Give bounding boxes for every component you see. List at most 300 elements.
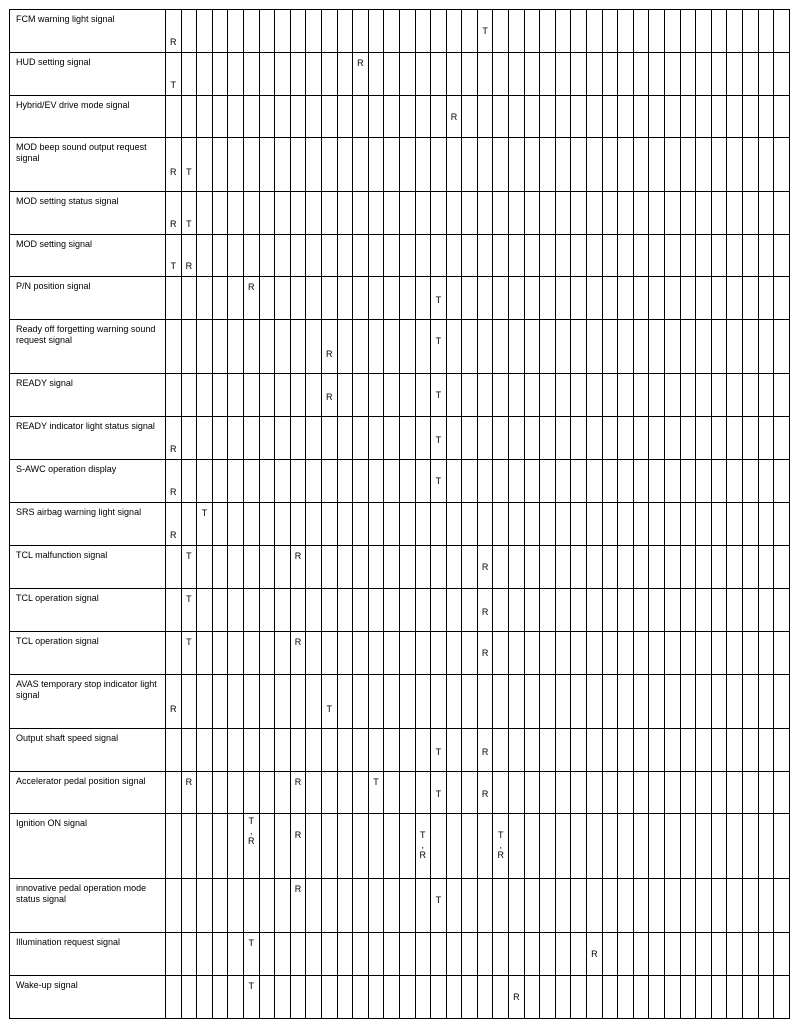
matrix-cell	[649, 675, 665, 729]
signal-name: MOD setting status signal	[10, 192, 166, 235]
matrix-cell	[524, 729, 540, 772]
matrix-cell	[275, 320, 291, 374]
matrix-cell	[431, 320, 447, 374]
matrix-cell	[399, 53, 415, 96]
matrix-cell	[742, 503, 758, 546]
matrix-cell	[665, 277, 681, 320]
matrix-cell	[166, 460, 182, 503]
matrix-cell	[462, 503, 478, 546]
matrix-cell	[587, 460, 603, 503]
matrix-cell	[711, 96, 727, 138]
matrix-cell	[524, 933, 540, 976]
matrix-cell	[446, 138, 462, 192]
matrix-cell	[477, 96, 493, 138]
matrix-cell	[727, 589, 743, 632]
matrix-cell	[649, 976, 665, 1019]
matrix-cell	[181, 589, 197, 632]
matrix-cell	[337, 976, 353, 1019]
matrix-cell	[181, 933, 197, 976]
matrix-cell	[774, 235, 790, 277]
matrix-cell	[321, 138, 337, 192]
matrix-cell	[290, 235, 306, 277]
matrix-cell	[399, 879, 415, 933]
matrix-cell	[384, 374, 400, 417]
matrix-cell	[275, 235, 291, 277]
matrix-cell	[618, 192, 634, 235]
matrix-cell	[540, 933, 556, 976]
matrix-cell	[399, 546, 415, 589]
matrix-cell	[587, 503, 603, 546]
matrix-cell	[306, 589, 322, 632]
matrix-cell	[602, 53, 618, 96]
matrix-cell	[555, 772, 571, 814]
matrix-cell	[197, 729, 213, 772]
matrix-cell	[275, 417, 291, 460]
matrix-cell	[259, 374, 275, 417]
matrix-cell	[181, 192, 197, 235]
matrix-cell	[680, 277, 696, 320]
signal-mark: R	[185, 777, 193, 787]
matrix-cell	[290, 96, 306, 138]
matrix-cell	[602, 320, 618, 374]
signal-mark: R	[170, 444, 177, 454]
signal-mark: R	[170, 167, 177, 177]
matrix-cell	[524, 772, 540, 814]
signal-mark: T	[186, 551, 192, 561]
matrix-cell	[555, 96, 571, 138]
matrix-cell	[228, 503, 244, 546]
matrix-cell	[587, 96, 603, 138]
signal-name: Ignition ON signal	[10, 814, 166, 879]
matrix-cell	[571, 933, 587, 976]
matrix-cell	[633, 138, 649, 192]
matrix-cell	[493, 417, 509, 460]
matrix-cell	[680, 632, 696, 675]
matrix-cell	[633, 374, 649, 417]
matrix-cell	[275, 632, 291, 675]
table-row	[10, 503, 790, 546]
matrix-cell	[571, 460, 587, 503]
matrix-cell	[587, 879, 603, 933]
matrix-cell	[602, 417, 618, 460]
matrix-cell	[774, 632, 790, 675]
matrix-cell	[399, 729, 415, 772]
matrix-cell	[431, 10, 447, 53]
matrix-cell	[742, 192, 758, 235]
matrix-cell	[259, 53, 275, 96]
matrix-cell	[228, 460, 244, 503]
matrix-cell	[197, 53, 213, 96]
matrix-cell	[321, 320, 337, 374]
matrix-cell	[665, 879, 681, 933]
matrix-cell	[587, 546, 603, 589]
matrix-cell	[212, 675, 228, 729]
matrix-cell	[540, 192, 556, 235]
matrix-cell	[649, 235, 665, 277]
matrix-cell	[742, 546, 758, 589]
table-row	[10, 772, 790, 814]
matrix-cell	[415, 374, 431, 417]
matrix-cell	[477, 374, 493, 417]
matrix-cell	[680, 53, 696, 96]
matrix-cell	[758, 277, 774, 320]
matrix-cell	[197, 138, 213, 192]
matrix-cell	[649, 729, 665, 772]
matrix-cell	[275, 277, 291, 320]
matrix-cell	[696, 814, 712, 879]
matrix-cell	[571, 589, 587, 632]
matrix-cell	[243, 10, 259, 53]
matrix-cell	[259, 192, 275, 235]
matrix-cell	[446, 460, 462, 503]
matrix-cell	[212, 277, 228, 320]
matrix-cell	[259, 503, 275, 546]
matrix-cell	[290, 976, 306, 1019]
matrix-cell	[602, 546, 618, 589]
signal-name: Illumination request signal	[10, 933, 166, 976]
matrix-cell	[711, 277, 727, 320]
matrix-cell	[275, 460, 291, 503]
matrix-cell	[228, 814, 244, 879]
matrix-cell	[524, 235, 540, 277]
matrix-cell	[431, 772, 447, 814]
matrix-cell	[368, 192, 384, 235]
table-row	[10, 632, 790, 675]
matrix-cell	[618, 933, 634, 976]
matrix-cell	[197, 192, 213, 235]
matrix-cell	[368, 10, 384, 53]
matrix-cell	[337, 460, 353, 503]
matrix-cell	[587, 729, 603, 772]
matrix-cell	[665, 814, 681, 879]
matrix-cell	[727, 320, 743, 374]
matrix-cell	[368, 729, 384, 772]
matrix-cell	[243, 879, 259, 933]
matrix-cell	[290, 675, 306, 729]
matrix-cell	[415, 192, 431, 235]
matrix-cell	[275, 192, 291, 235]
signal-mark: T	[435, 747, 442, 757]
matrix-cell	[290, 933, 306, 976]
matrix-cell	[337, 417, 353, 460]
matrix-cell	[446, 53, 462, 96]
matrix-cell	[649, 10, 665, 53]
matrix-cell	[415, 632, 431, 675]
matrix-cell	[166, 933, 182, 976]
matrix-cell	[431, 503, 447, 546]
signal-mark: R	[325, 392, 333, 402]
matrix-cell	[353, 235, 369, 277]
matrix-cell	[680, 729, 696, 772]
signal-name: Wake-up signal	[10, 976, 166, 1019]
matrix-cell	[587, 235, 603, 277]
matrix-cell	[399, 460, 415, 503]
matrix-cell	[509, 374, 525, 417]
matrix-cell	[243, 632, 259, 675]
matrix-cell	[197, 503, 213, 546]
matrix-cell	[290, 729, 306, 772]
matrix-cell	[462, 53, 478, 96]
matrix-cell	[727, 138, 743, 192]
matrix-cell	[649, 632, 665, 675]
matrix-cell	[290, 589, 306, 632]
signal-mark: T	[435, 336, 442, 346]
matrix-cell	[197, 879, 213, 933]
matrix-cell	[618, 729, 634, 772]
matrix-cell	[259, 933, 275, 976]
matrix-cell	[477, 933, 493, 976]
table-row	[10, 192, 790, 235]
matrix-cell	[399, 235, 415, 277]
matrix-cell	[197, 460, 213, 503]
matrix-cell	[493, 277, 509, 320]
matrix-cell	[649, 320, 665, 374]
matrix-cell	[633, 277, 649, 320]
matrix-cell	[259, 138, 275, 192]
signal-name: S-AWC operation display	[10, 460, 166, 503]
matrix-cell	[758, 417, 774, 460]
matrix-cell	[633, 933, 649, 976]
matrix-cell	[384, 589, 400, 632]
matrix-cell	[696, 772, 712, 814]
matrix-cell	[711, 675, 727, 729]
matrix-cell	[321, 277, 337, 320]
matrix-cell	[477, 192, 493, 235]
matrix-cell	[696, 277, 712, 320]
matrix-cell	[212, 53, 228, 96]
matrix-cell	[415, 729, 431, 772]
matrix-cell	[509, 320, 525, 374]
matrix-cell	[212, 729, 228, 772]
matrix-cell	[166, 277, 182, 320]
signal-mark: T	[170, 80, 177, 90]
signal-mark: T	[435, 895, 442, 905]
matrix-cell	[446, 10, 462, 53]
matrix-cell	[524, 632, 540, 675]
matrix-cell	[415, 277, 431, 320]
matrix-cell	[353, 53, 369, 96]
matrix-cell	[368, 976, 384, 1019]
matrix-cell	[431, 675, 447, 729]
matrix-cell	[540, 503, 556, 546]
matrix-cell	[212, 879, 228, 933]
matrix-cell	[711, 138, 727, 192]
matrix-cell	[197, 589, 213, 632]
matrix-cell	[680, 374, 696, 417]
matrix-cell	[680, 417, 696, 460]
matrix-cell	[306, 729, 322, 772]
matrix-cell	[321, 96, 337, 138]
matrix-cell	[711, 933, 727, 976]
matrix-cell	[540, 814, 556, 879]
matrix-cell	[587, 976, 603, 1019]
matrix-cell	[446, 772, 462, 814]
matrix-cell	[618, 772, 634, 814]
matrix-cell	[540, 235, 556, 277]
matrix-cell	[321, 589, 337, 632]
matrix-cell	[618, 417, 634, 460]
matrix-cell	[524, 814, 540, 879]
matrix-cell	[602, 96, 618, 138]
matrix-cell	[509, 632, 525, 675]
matrix-cell	[259, 879, 275, 933]
matrix-cell	[680, 10, 696, 53]
matrix-cell	[587, 589, 603, 632]
matrix-cell	[680, 976, 696, 1019]
matrix-cell	[353, 192, 369, 235]
matrix-cell	[665, 192, 681, 235]
matrix-cell	[493, 96, 509, 138]
matrix-cell	[197, 933, 213, 976]
matrix-cell	[415, 976, 431, 1019]
matrix-cell	[602, 814, 618, 879]
matrix-cell	[618, 503, 634, 546]
matrix-cell	[633, 460, 649, 503]
matrix-cell	[587, 138, 603, 192]
matrix-cell	[321, 460, 337, 503]
table-row	[10, 814, 790, 879]
matrix-cell	[431, 879, 447, 933]
matrix-cell	[446, 320, 462, 374]
matrix-cell	[384, 192, 400, 235]
matrix-cell	[727, 10, 743, 53]
matrix-cell	[602, 675, 618, 729]
matrix-cell	[197, 814, 213, 879]
matrix-cell	[774, 546, 790, 589]
matrix-cell	[212, 320, 228, 374]
matrix-cell	[431, 933, 447, 976]
matrix-cell	[462, 96, 478, 138]
matrix-cell	[774, 374, 790, 417]
signal-name: TCL operation signal	[10, 589, 166, 632]
matrix-cell	[399, 503, 415, 546]
signal-mark: T	[186, 594, 192, 604]
matrix-cell	[166, 729, 182, 772]
matrix-cell	[571, 277, 587, 320]
matrix-cell	[633, 814, 649, 879]
matrix-cell	[415, 589, 431, 632]
signal-mark: T	[170, 261, 177, 271]
matrix-cell	[477, 589, 493, 632]
matrix-cell	[290, 503, 306, 546]
matrix-cell	[555, 374, 571, 417]
matrix-cell	[555, 729, 571, 772]
matrix-cell	[493, 879, 509, 933]
matrix-cell	[384, 277, 400, 320]
matrix-cell	[602, 235, 618, 277]
matrix-cell	[555, 976, 571, 1019]
matrix-cell	[462, 10, 478, 53]
matrix-cell	[727, 503, 743, 546]
matrix-cell	[649, 503, 665, 546]
matrix-cell	[384, 235, 400, 277]
matrix-cell	[462, 589, 478, 632]
matrix-cell	[353, 879, 369, 933]
signal-mark: R	[481, 607, 489, 617]
matrix-cell	[321, 10, 337, 53]
matrix-cell	[353, 320, 369, 374]
matrix-cell	[727, 933, 743, 976]
matrix-cell	[680, 546, 696, 589]
matrix-cell	[166, 546, 182, 589]
matrix-cell	[337, 772, 353, 814]
matrix-cell	[431, 729, 447, 772]
matrix-cell	[493, 772, 509, 814]
matrix-cell	[774, 320, 790, 374]
matrix-cell	[306, 632, 322, 675]
matrix-cell	[290, 879, 306, 933]
matrix-cell	[633, 675, 649, 729]
matrix-cell	[384, 729, 400, 772]
matrix-cell	[618, 589, 634, 632]
matrix-cell	[633, 320, 649, 374]
matrix-cell	[399, 675, 415, 729]
matrix-cell	[384, 772, 400, 814]
matrix-cell	[446, 814, 462, 879]
matrix-cell	[415, 53, 431, 96]
matrix-cell	[602, 192, 618, 235]
matrix-cell	[571, 374, 587, 417]
matrix-cell	[540, 729, 556, 772]
signal-mark: R	[170, 219, 177, 229]
matrix-cell	[446, 277, 462, 320]
matrix-cell	[431, 460, 447, 503]
matrix-cell	[571, 96, 587, 138]
matrix-cell	[415, 417, 431, 460]
signal-mark: R	[513, 992, 520, 1002]
matrix-cell	[181, 729, 197, 772]
matrix-cell	[415, 933, 431, 976]
matrix-cell	[633, 417, 649, 460]
matrix-cell	[243, 503, 259, 546]
matrix-cell	[633, 879, 649, 933]
matrix-cell	[524, 460, 540, 503]
matrix-cell	[321, 546, 337, 589]
matrix-cell	[493, 675, 509, 729]
matrix-cell	[555, 589, 571, 632]
matrix-cell	[275, 675, 291, 729]
matrix-cell	[493, 632, 509, 675]
matrix-cell	[742, 10, 758, 53]
signal-mark: R	[170, 704, 177, 714]
matrix-cell	[742, 632, 758, 675]
matrix-cell	[524, 192, 540, 235]
matrix-cell	[555, 53, 571, 96]
matrix-cell	[431, 192, 447, 235]
signal-name: P/N position signal	[10, 277, 166, 320]
matrix-cell	[758, 729, 774, 772]
signal-mark: T	[435, 295, 442, 305]
matrix-cell	[368, 320, 384, 374]
signal-mark: R	[357, 58, 364, 68]
matrix-cell	[259, 814, 275, 879]
signal-mark: T	[482, 26, 488, 36]
matrix-cell	[711, 53, 727, 96]
matrix-cell	[290, 374, 306, 417]
matrix-cell	[415, 772, 431, 814]
matrix-cell	[477, 503, 493, 546]
matrix-cell	[321, 374, 337, 417]
matrix-cell	[306, 417, 322, 460]
matrix-cell	[446, 675, 462, 729]
table-row	[10, 374, 790, 417]
matrix-cell	[259, 10, 275, 53]
matrix-cell	[665, 772, 681, 814]
matrix-cell	[649, 814, 665, 879]
matrix-cell	[181, 546, 197, 589]
matrix-cell	[384, 138, 400, 192]
matrix-cell	[353, 96, 369, 138]
